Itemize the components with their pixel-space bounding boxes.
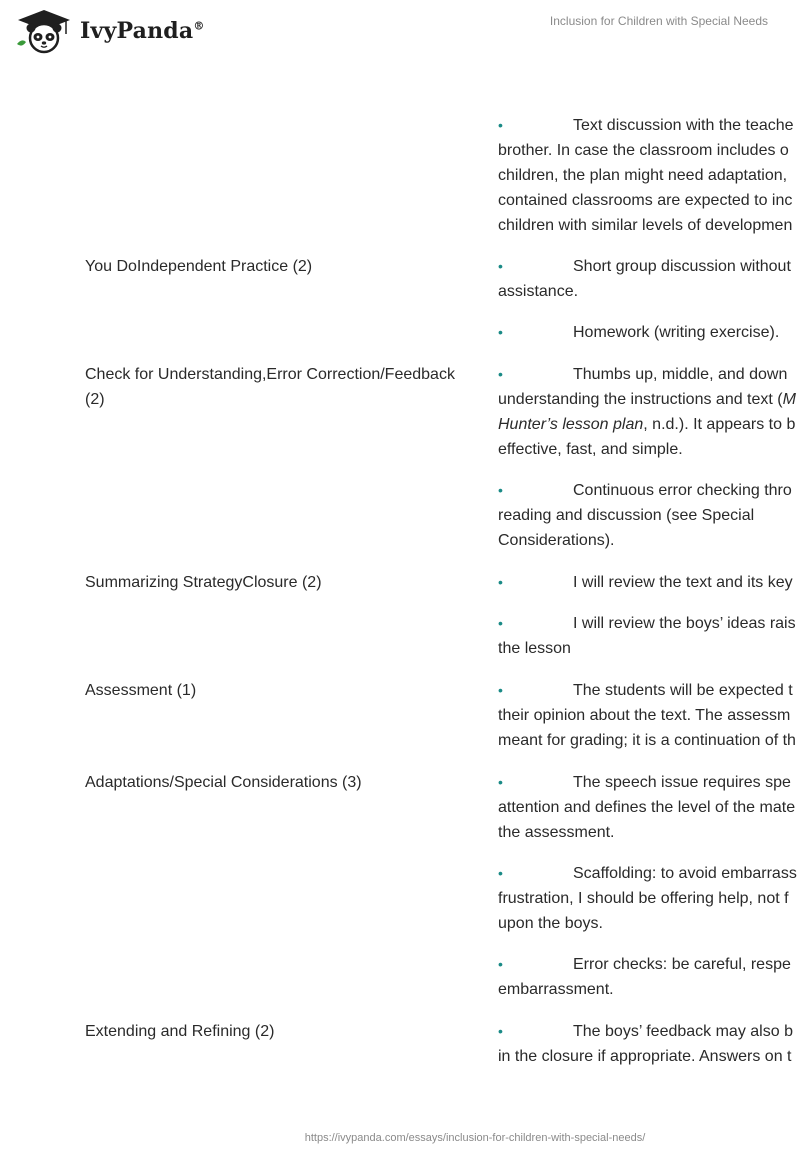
row-label: Check for Understanding,Error Correction/Feedback (2)	[85, 366, 455, 408]
lesson-item: • The students will be expected t their opinion about the text. The assessm meant for grading; it is a continuation of th	[498, 678, 800, 753]
bullet-icon: •	[498, 366, 503, 382]
bullet-icon: •	[498, 1023, 503, 1039]
panda-graduate-icon	[14, 8, 74, 54]
row-label: Summarizing StrategyClosure (2)	[85, 574, 322, 591]
lesson-item: • Homework (writing exercise).	[498, 320, 800, 345]
row-label: Adaptations/Special Considerations (3)	[85, 774, 362, 791]
bullet-icon: •	[498, 615, 503, 631]
bullet-icon: •	[498, 956, 503, 972]
brand-name: IvyPanda®	[80, 18, 205, 44]
lesson-item: • The speech issue requires spe attention and defines the level of the mate the assessment.	[498, 770, 800, 845]
lesson-item: • The boys’ feedback may also b in the closure if appropriate. Answers on t	[498, 1019, 800, 1069]
bullet-icon: •	[498, 682, 503, 698]
row-label: Assessment (1)	[85, 682, 197, 699]
lesson-item: • Thumbs up, middle, and down understanding the instructions and text (M Hunter’s lesson plan, n.d.). It appears to b effective, fast, and simple.	[498, 362, 800, 462]
lesson-item: • Short group discussion without assistance.	[498, 254, 800, 304]
document-title: Inclusion for Children with Special Needs	[549, 14, 768, 28]
row-label: Extending and Refining (2)	[85, 1023, 275, 1040]
bullet-icon: •	[498, 324, 503, 340]
page-header	[0, 0, 800, 60]
bullet-icon: •	[498, 865, 503, 881]
bullet-icon: •	[498, 574, 503, 590]
bullet-icon: •	[498, 482, 503, 498]
bullet-icon: •	[498, 774, 503, 790]
lesson-item: • Text discussion with the teache brother. In case the classroom includes o children, the plan might need adaptation, contained classrooms are expected to inc children with similar levels of developmen	[498, 113, 800, 238]
lesson-item: • Scaffolding: to avoid embarrass frustration, I should be offering help, not f upon the boys.	[498, 861, 800, 936]
lesson-item: • Error checks: be careful, respe embarrassment.	[498, 952, 800, 1002]
bullet-icon: •	[498, 117, 503, 133]
lesson-item: • Continuous error checking thro reading and discussion (see Special Considerations).	[498, 478, 800, 553]
row-label: You DoIndependent Practice (2)	[85, 258, 313, 275]
brand-logo[interactable]	[14, 8, 205, 54]
lesson-item: • I will review the boys’ ideas rais the lesson	[498, 611, 800, 661]
bullet-icon: •	[498, 258, 503, 274]
lesson-item: • I will review the text and its key	[498, 570, 800, 595]
source-url[interactable]: https://ivypanda.com/essays/inclusion-for-children-with-special-needs/	[304, 1132, 646, 1144]
